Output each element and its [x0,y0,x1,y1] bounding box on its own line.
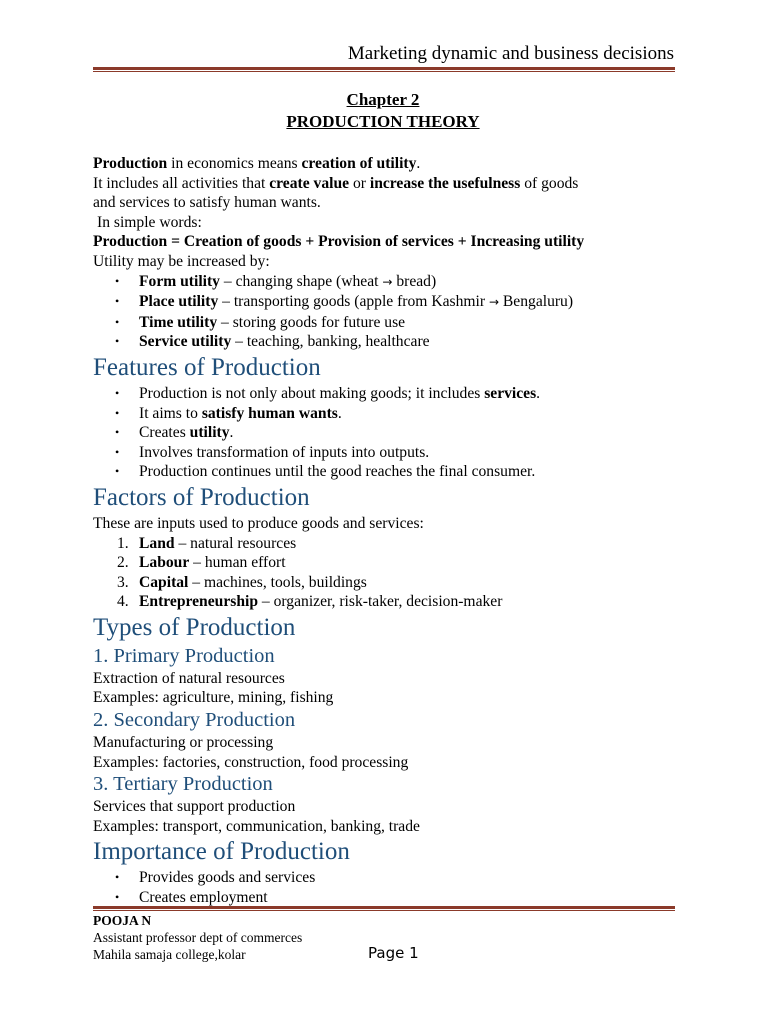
footer-divider [93,906,675,911]
importance-list [93,868,683,907]
list-item: 2. Labour – human effort [117,554,286,572]
intro-line-3: and services to satisfy human wants. [93,194,321,212]
running-header: Marketing dynamic and business decisions [347,43,674,64]
header-divider [93,67,675,72]
utility-intro: Utility may be increased by: [93,252,270,270]
list-item: • Production is not only about making goods; it includes services. [115,384,541,402]
list-item: • Form utility – changing shape (wheat → bread) [115,272,437,290]
chapter-label: Chapter 2 [346,90,420,109]
list-item: • Provides goods and services [115,869,316,887]
list-item: • Involves transformation of inputs into outputs. [115,443,430,461]
list-item: • It aims to satisfy human wants. [115,404,342,422]
list-item: 3. Capital – machines, tools, buildings [117,573,367,591]
utility-list [93,272,683,352]
production-formula: Production = Creation of goods + Provision of services + Increasing utility [93,233,585,251]
list-item: 1. Land – natural resources [117,534,297,552]
primary-desc: Extraction of natural resources [93,669,285,687]
features-heading: Features of Production [93,353,321,381]
list-item: 4. Entrepreneurship – organizer, risk-taker, decision-maker [117,593,503,611]
intro-line-1: Production in economics means creation of utility. [93,155,421,172]
list-item: • Service utility – teaching, banking, healthcare [115,333,430,351]
intro-line-4: In simple words: [97,213,202,231]
author-role: Assistant professor dept of commerces [93,930,303,945]
intro-line-2: It includes all activities that create value or increase the usefulness of goods [93,174,579,192]
primary-heading: 1. Primary Production [93,644,275,667]
author-name: POOJA N [93,913,152,928]
factors-intro: These are inputs used to produce goods and services: [93,514,424,532]
page-number: Page 1 [368,944,419,962]
secondary-desc: Manufacturing or processing [93,734,274,752]
factors-list [93,534,683,612]
page-body [93,89,683,908]
secondary-examples: Examples: factories, construction, food processing [93,753,409,771]
importance-heading: Importance of Production [93,838,350,866]
primary-examples: Examples: agriculture, mining, fishing [93,689,334,707]
list-item: • Production continues until the good reaches the final consumer. [115,463,536,481]
chapter-title: PRODUCTION THEORY [286,112,480,131]
types-heading: Types of Production [93,613,296,641]
list-item: • Creates employment [115,889,268,907]
features-list [93,384,683,482]
list-item: • Place utility – transporting goods (apple from Kashmir → Bengaluru) [115,293,574,311]
secondary-heading: 2. Secondary Production [93,709,296,732]
tertiary-examples: Examples: transport, communication, banking, trade [93,817,420,835]
arrow-icon: → [488,295,499,310]
arrow-icon: → [382,274,393,289]
tertiary-heading: 3. Tertiary Production [93,773,273,796]
tertiary-desc: Services that support production [93,798,296,816]
list-item: • Creates utility. [115,424,234,442]
factors-heading: Factors of Production [93,483,310,511]
list-item: • Time utility – storing goods for future use [115,313,406,331]
author-college: Mahila samaja college,kolar [93,947,246,962]
